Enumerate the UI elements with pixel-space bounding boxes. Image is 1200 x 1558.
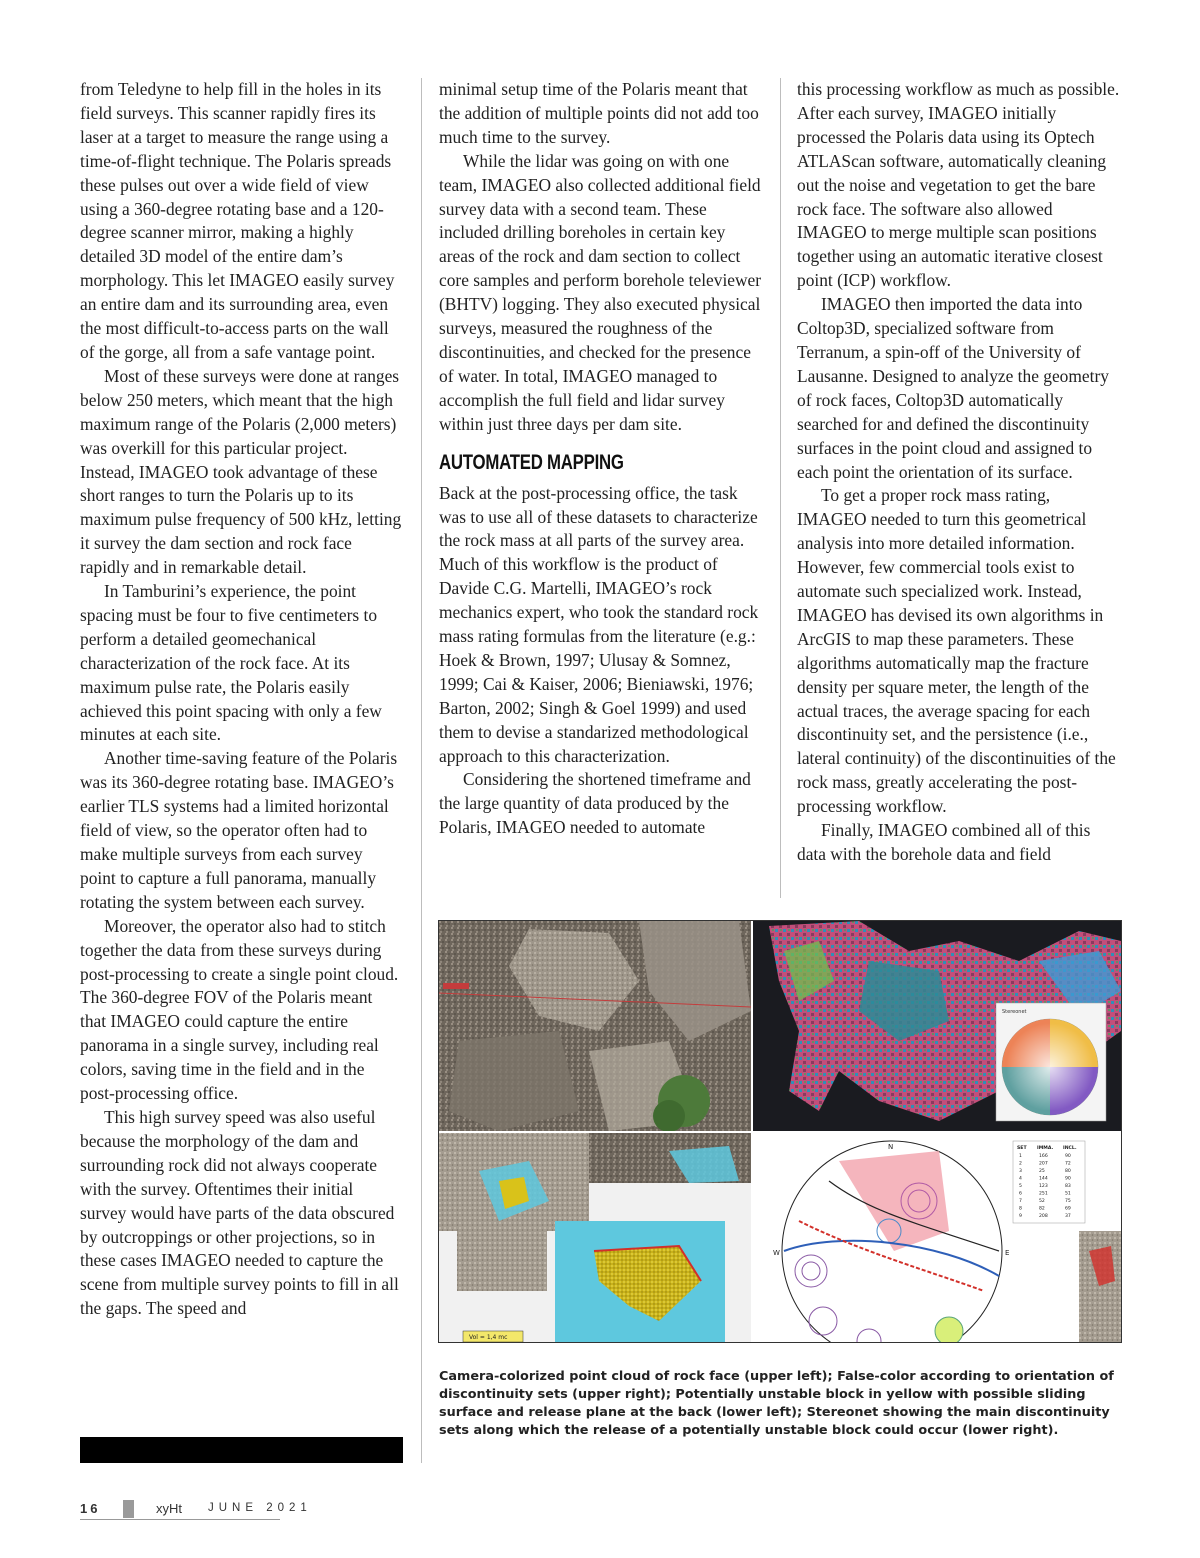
compass-east: E — [1005, 1249, 1010, 1257]
page-footer — [80, 1500, 440, 1520]
panel-upper-right — [753, 921, 1121, 1131]
paragraph: minimal setup time of the Polaris meant that the addition of multiple points did not add too much time to the survey. — [439, 79, 759, 147]
panel-lower-left — [439, 1133, 751, 1342]
sets-table-cell: 37 — [1065, 1214, 1071, 1219]
issue-date: JUNE 2021 — [208, 1502, 312, 1514]
sets-table-cell: 1 — [1019, 1154, 1022, 1159]
sets-table-header-imma: IMMA. — [1037, 1146, 1054, 1151]
article-column-1 — [80, 78, 402, 1321]
footer-block — [123, 1500, 134, 1518]
sets-table-cell: 75 — [1065, 1199, 1071, 1204]
section-heading: AUTOMATED MAPPING — [439, 450, 624, 474]
paragraph: This high survey speed was also useful because the morphology of the dam and surrounding rock did not always cooperate with the survey. Oftentimes their initial survey would have parts of the data obscured by outcroppings or other projections, so in these cases IMAGEO needed to capture the scene from multiple survey points to fill in all the gaps. The speed and — [80, 1106, 399, 1319]
paragraph: IMAGEO then imported the data into Coltop3D, specialized software from Terranum, a spin-off of the University of Lausanne. Designed to analyze the geometry of rock faces, Coltop3D automatically searched for and defined the discontinuity surfaces in the point cloud and assigned to each point the orientation of its surface. — [797, 294, 1109, 482]
sets-table-cell: 208 — [1039, 1214, 1048, 1219]
sets-table-cell: 2 — [1019, 1161, 1022, 1167]
sets-table-header-set: SET — [1017, 1146, 1027, 1151]
paragraph: While the lidar was going on with one team, IMAGEO also collected additional field survey data with a second team. These included drilling boreholes in certain key areas of the rock and dam section to collect core samples and perform borehole televiewer (BHTV) logging. They also executed physical surveys, measured the roughness of the discontinuities, and checked for the presence of water. In total, IMAGEO managed to accomplish the full field and lidar survey within just three days per dam site. — [439, 150, 762, 434]
sets-table-cell: 3 — [1019, 1169, 1022, 1174]
column-rule-1 — [421, 78, 422, 1463]
sets-table-cell: 9 — [1019, 1214, 1022, 1219]
footer-line — [80, 1519, 280, 1520]
sets-table-cell: 52 — [1039, 1199, 1045, 1204]
paragraph: In Tamburini’s experience, the point spacing must be four to five centimeters to perform a detailed geomechanical characterization of the rock face. At its maximum pulse rate, the Polaris easily achieved this point spacing with only a few minutes at each site. — [80, 581, 382, 745]
sets-table-cell: 251 — [1039, 1191, 1048, 1197]
paragraph: Most of these surveys were done at ranges below 250 meters, which meant that the high maximum range of the Polaris (2,000 meters) was overkill for this particular project. Instead, IMAGEO took advantage of these short ranges to turn the Polaris up to its maximum pulse frequency of 500 kHz, letting it survey the dam section and rock face rapidly and in remarkable detail. — [80, 365, 402, 578]
column-rule-2 — [780, 78, 781, 898]
sets-table-cell: 80 — [1065, 1169, 1071, 1174]
paragraph: Moreover, the operator also had to stitch together the data from these surveys during post-processing to create a single point cloud. The 360-degree FOV of the Polaris meant that IMAGEO could capture the entire panorama in a single survey, including real colors, saving time in the field and in the post-processing office. — [80, 915, 399, 1104]
paragraph: Back at the post-processing office, the task was to use all of these datasets to characterize the rock mass at all parts of the survey area. Much of this workflow is the product of Davide C.G. Martelli, IMAGEO’s rock mechanics expert, who took the standard rock mass rating formulas from the literature (e.g.: Hoek & Brown, 1997; Ulusay & Somnez, 1999; Cai & Kaiser, 2006; Bieniawski, 1976; Barton, 2002; Singh & Goel 1999) and used them to devise a standarized methodological approach to this characterization. — [439, 482, 759, 766]
compass-west: W — [773, 1249, 780, 1257]
sets-table-cell: 207 — [1039, 1161, 1048, 1167]
article-column-2-top — [439, 78, 763, 437]
sets-table-header-incl: INCL. — [1063, 1146, 1077, 1151]
sets-table-cell: 166 — [1039, 1154, 1048, 1159]
sets-table-cell: 51 — [1065, 1191, 1071, 1197]
paragraph: Another time-saving feature of the Polaris was its 360-degree rotating base. IMAGEO’s earlier TLS systems had a limited horizontal field of view, so the operator often had to make multiple surveys from each survey point to capture a full panorama, manually rotating the system between each survey. — [80, 748, 398, 912]
sets-table — [1013, 1141, 1085, 1223]
sets-table-cell: 90 — [1065, 1154, 1071, 1159]
volume-label: Vol = 1,4 mc — [469, 1334, 508, 1341]
article-column-2 — [439, 78, 763, 840]
sets-table-cell: 83 — [1065, 1184, 1071, 1189]
paragraph: Considering the shortened timeframe and the large quantity of data produced by the Polaris, IMAGEO needed to automate — [439, 769, 751, 838]
magazine-name: xyHt — [156, 1501, 182, 1516]
figure-composite — [438, 920, 1122, 1343]
paragraph: To get a proper rock mass rating, IMAGEO needed to turn this geometrical analysis into more detailed information. However, few commercial tools exist to automate such specialized work. Instead, IMAGEO has devised its own algorithms in ArcGIS to map these parameters. These algorithms automatically map the fracture density per square meter, the length of the actual traces, the average spacing for each discontinuity set, and the persistence (i.e., lateral continuity) of the discontinuities of the rock mass, greatly accelerating the post-processing workflow. — [797, 485, 1116, 817]
sets-table-cell: 144 — [1039, 1176, 1048, 1182]
sets-table-cell: 4 — [1019, 1176, 1022, 1182]
figure-caption: Camera-colorized point cloud of rock face (upper left); False-color according to orientation of discontinuity sets (upper right); Potentially unstable block in yellow with possible sliding surface and release plane at the back (lower left); Stereonet showing the main discontinuity sets along which the release of a potentially unstable block could occur (lower right). — [439, 1369, 1114, 1438]
sets-table-cell: 123 — [1039, 1184, 1048, 1189]
paragraph: this processing workflow as much as possible. After each survey, IMAGEO initially processed the Polaris data using its Optech ATLAScan software, automatically cleaning out the noise and vegetation to get the bare rock face. The software also allowed IMAGEO to merge multiple scan positions together using an automatic iterative closest point (ICP) workflow. — [797, 79, 1120, 291]
compass-north: N — [888, 1143, 894, 1151]
sets-table-cell: 25 — [1039, 1169, 1045, 1174]
article-column-3 — [797, 78, 1121, 867]
panel-lower-right — [753, 1133, 1121, 1342]
page-number: 16 — [80, 1501, 101, 1516]
panel-upper-left — [439, 921, 751, 1132]
sets-table-cell: 72 — [1065, 1161, 1071, 1167]
black-bar — [80, 1437, 403, 1463]
sets-table-cell: 69 — [1065, 1206, 1071, 1212]
sets-table-cell: 8 — [1019, 1206, 1022, 1212]
sets-table-cell: 6 — [1019, 1191, 1022, 1197]
sets-table-cell: 82 — [1039, 1206, 1045, 1212]
sets-table-cell: 90 — [1065, 1176, 1071, 1182]
sets-table-cell: 5 — [1019, 1184, 1022, 1189]
article-column-2-bottom — [439, 482, 763, 841]
paragraph: from Teledyne to help fill in the holes in its field surveys. This scanner rapidly fires its laser at a target to measure the range using a time-of-flight technique. The Polaris spreads these pulses out over a wide field of view using a 360-degree rotating base and a 120-degree scanner mirror, making a highly detailed 3D model of the entire dam’s morphology. This let IMAGEO easily survey an entire dam and its surrounding area, even the most difficult-to-access parts on the wall of the gorge, all from a safe vantage point. — [80, 79, 395, 362]
sets-table-cell: 7 — [1019, 1199, 1022, 1204]
paragraph: Finally, IMAGEO combined all of this data with the borehole data and field — [797, 820, 1091, 864]
figure-svg — [439, 921, 1121, 1342]
stereonet-legend-title: Stereonet — [1002, 1009, 1027, 1015]
